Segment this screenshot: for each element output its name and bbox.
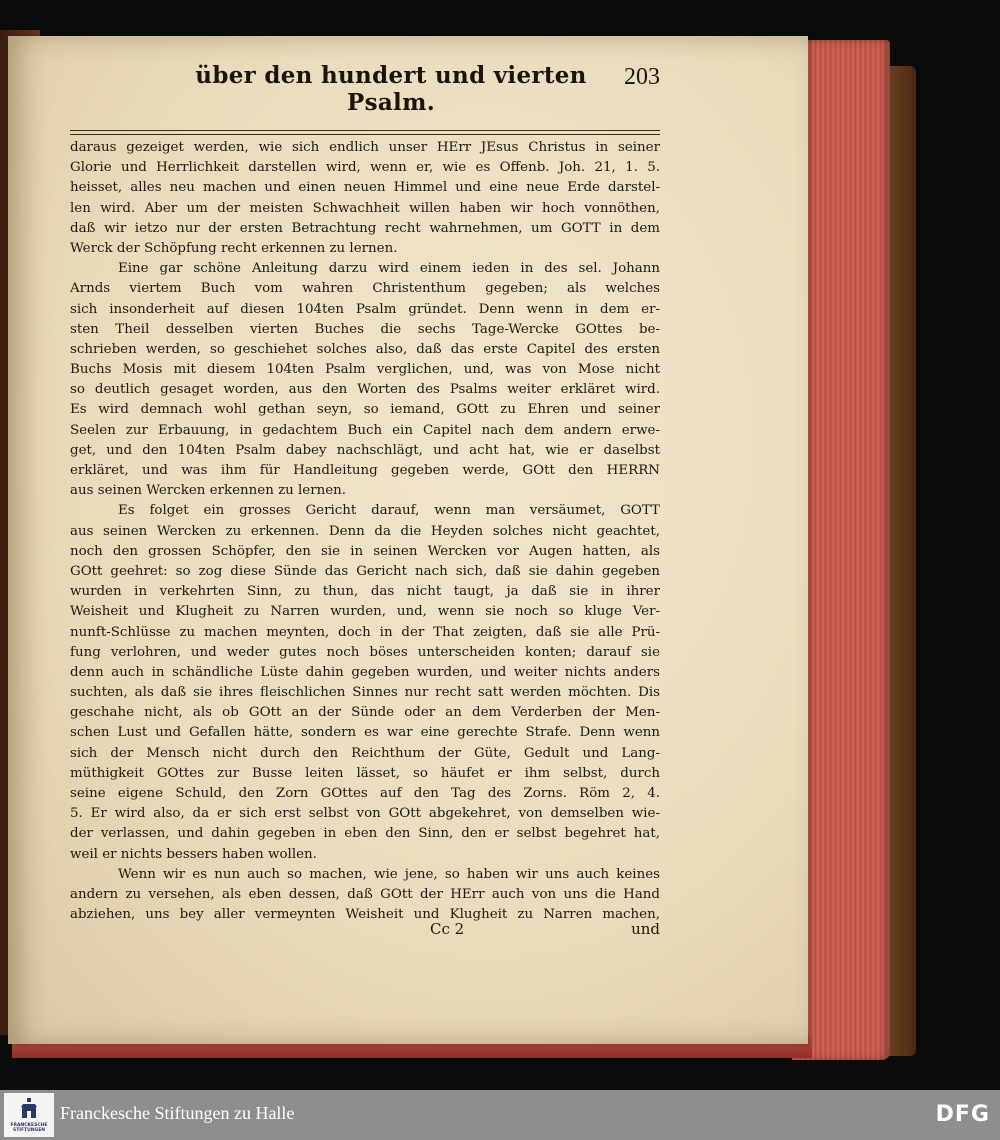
text-line: müthigkeit GOttes zur Busse leiten lässet, so häufet er ihm selbst, durch [70, 765, 660, 781]
text-line: get, und den 104ten Psalm dabey nachschlägt, und acht hat, wie er daselbst [70, 442, 660, 458]
text-line: aus seinen Wercken erkennen zu lernen. [70, 483, 347, 499]
dfg-logo[interactable]: DFG [935, 1102, 990, 1127]
running-title: über den hundert und vierten Psalm. [195, 62, 587, 116]
text-line: suchten, als daß sie ihres fleischlichen Sinnes nur recht satt werden möchten. Dis [70, 685, 660, 701]
text-line: sten Theil desselben vierten Buches die sechs Tage-Wercke GOttes be- [70, 321, 660, 337]
signature-mark: Cc 2 [430, 920, 465, 938]
logo-text: FRANCKESCHE STIFTUNGEN [10, 1123, 48, 1133]
text-line: Werck der Schöpfung recht erkennen zu lernen. [70, 240, 398, 256]
text-line: geschahe nicht, als ob GOtt an der Sünde oder an dem Verderben der Men- [70, 705, 660, 721]
text-line: 5. Er wird also, da er sich erst selbst von GOtt abgekehret, von demselben wie- [70, 806, 660, 822]
text-line: der verlassen, und dahin gegeben in eben den Sinn, den er selbst begehret hat, [70, 826, 660, 842]
text-line: Arnds viertem Buch vom wahren Christenthum gegeben; als welches [70, 281, 660, 297]
text-line: Seelen zur Erbauung, in gedachtem Buch ein Capitel nach dem andern erwe- [70, 422, 660, 438]
building-icon [20, 1098, 38, 1120]
text-line: abziehen, uns bey aller vermeynten Weisheit und Klugheit zu Narren machen, [70, 907, 660, 923]
text-line: weil er nichts bessers haben wollen. [70, 846, 317, 862]
text-line: GOtt geehret: so zog diese Sünde das Gericht nach sich, daß sie dahin gegeben [70, 563, 660, 579]
page-number: 203 [624, 64, 660, 90]
body-text [70, 138, 660, 925]
text-line: seine eigene Schuld, den Zorn GOttes auf den Tag des Zorns. Röm 2, 4. [70, 786, 660, 801]
catchword: und [631, 920, 660, 938]
text-line: Buchs Mosis mit diesem 104ten Psalm verglichen, und, was von Mose nicht [70, 362, 660, 378]
text-line: noch den grossen Schöpfer, den sie in seinen Wercken vor Augen hatten, als [70, 543, 660, 559]
text-line: schen Lust und Gefallen hätte, sondern es war eine gerechte Strafe. Denn wenn [70, 725, 660, 741]
text-line: heisset, alles neu machen und einen neuen Himmel und eine neue Erde darstel- [70, 180, 660, 196]
text-line: Eine gar schöne Anleitung darzu wird einem ieden in des sel. Johann [118, 261, 660, 277]
text-line: so deutlich gesaget worden, aus den Worten des Psalms weiter erkläret wird. [70, 382, 660, 398]
text-line: fung verlohren, und weder gutes noch böses unterscheiden konten; darauf sie [70, 644, 660, 660]
page-header [70, 62, 660, 116]
text-line: wurden in verkehrten Sinn, zu thun, das nicht taugt, ja daß sie in ihrer [70, 584, 660, 600]
viewer-footer-bar [0, 1090, 1000, 1140]
text-line: sich insonderheit auf diesen 104ten Psalm gründet. Denn wenn in dem er- [70, 301, 660, 317]
franckesche-logo[interactable] [4, 1093, 54, 1137]
text-line: sich der Mensch nicht durch den Reichthum der Güte, Gedult und Lang- [70, 745, 660, 761]
text-line: denn auch in schändliche Lüste dahin gegeben wurden, und weiter nichts anders [70, 664, 660, 680]
text-line: len wird. Aber um der meisten Schwachheit willen haben wir hoch vonnöthen, [70, 200, 660, 216]
page-footer [70, 920, 660, 942]
text-line: schrieben werden, so geschiehet solches also, daß das erste Capitel des ersten [70, 341, 660, 357]
text-line: Weisheit und Klugheit zu Narren wurden, und, wenn sie noch so kluge Ver- [70, 604, 660, 620]
text-line: daß wir ietzo nur der ersten Betrachtung recht wahrnehmen, um GOTT in dem [70, 220, 660, 236]
text-line: andern zu versehen, als eben dessen, daß GOtt der HErr auch von uns die Hand [70, 886, 660, 902]
text-line: Glorie und Herrlichkeit darstellen wird, wenn er, wie es Offenb. Joh. 21, 1. 5. [70, 160, 660, 176]
text-line: Wenn wir es nun auch so machen, wie jene, so haben wir uns auch keines [118, 866, 660, 882]
text-line: Es folget ein grosses Gericht darauf, wenn man versäumet, GOTT [118, 503, 660, 519]
text-line: daraus gezeiget werden, wie sich endlich unser HErr JEsus Christus in seiner [70, 140, 660, 155]
text-line: Es wird demnach wohl gethan seyn, so iemand, GOtt zu Ehren und seiner [70, 402, 660, 418]
institution-name[interactable]: Franckesche Stiftungen zu Halle [60, 1103, 295, 1123]
header-rule [70, 130, 660, 135]
text-line: nunft-Schlüsse zu machen meynten, doch in der That zeigten, daß sie alle Prü- [70, 624, 660, 640]
text-line: aus seinen Wercken zu erkennen. Denn da die Heyden solches nicht geachtet, [70, 523, 660, 539]
text-line: erkläret, und was ihm für Handleitung gegeben werde, GOtt den HERRN [70, 463, 660, 478]
